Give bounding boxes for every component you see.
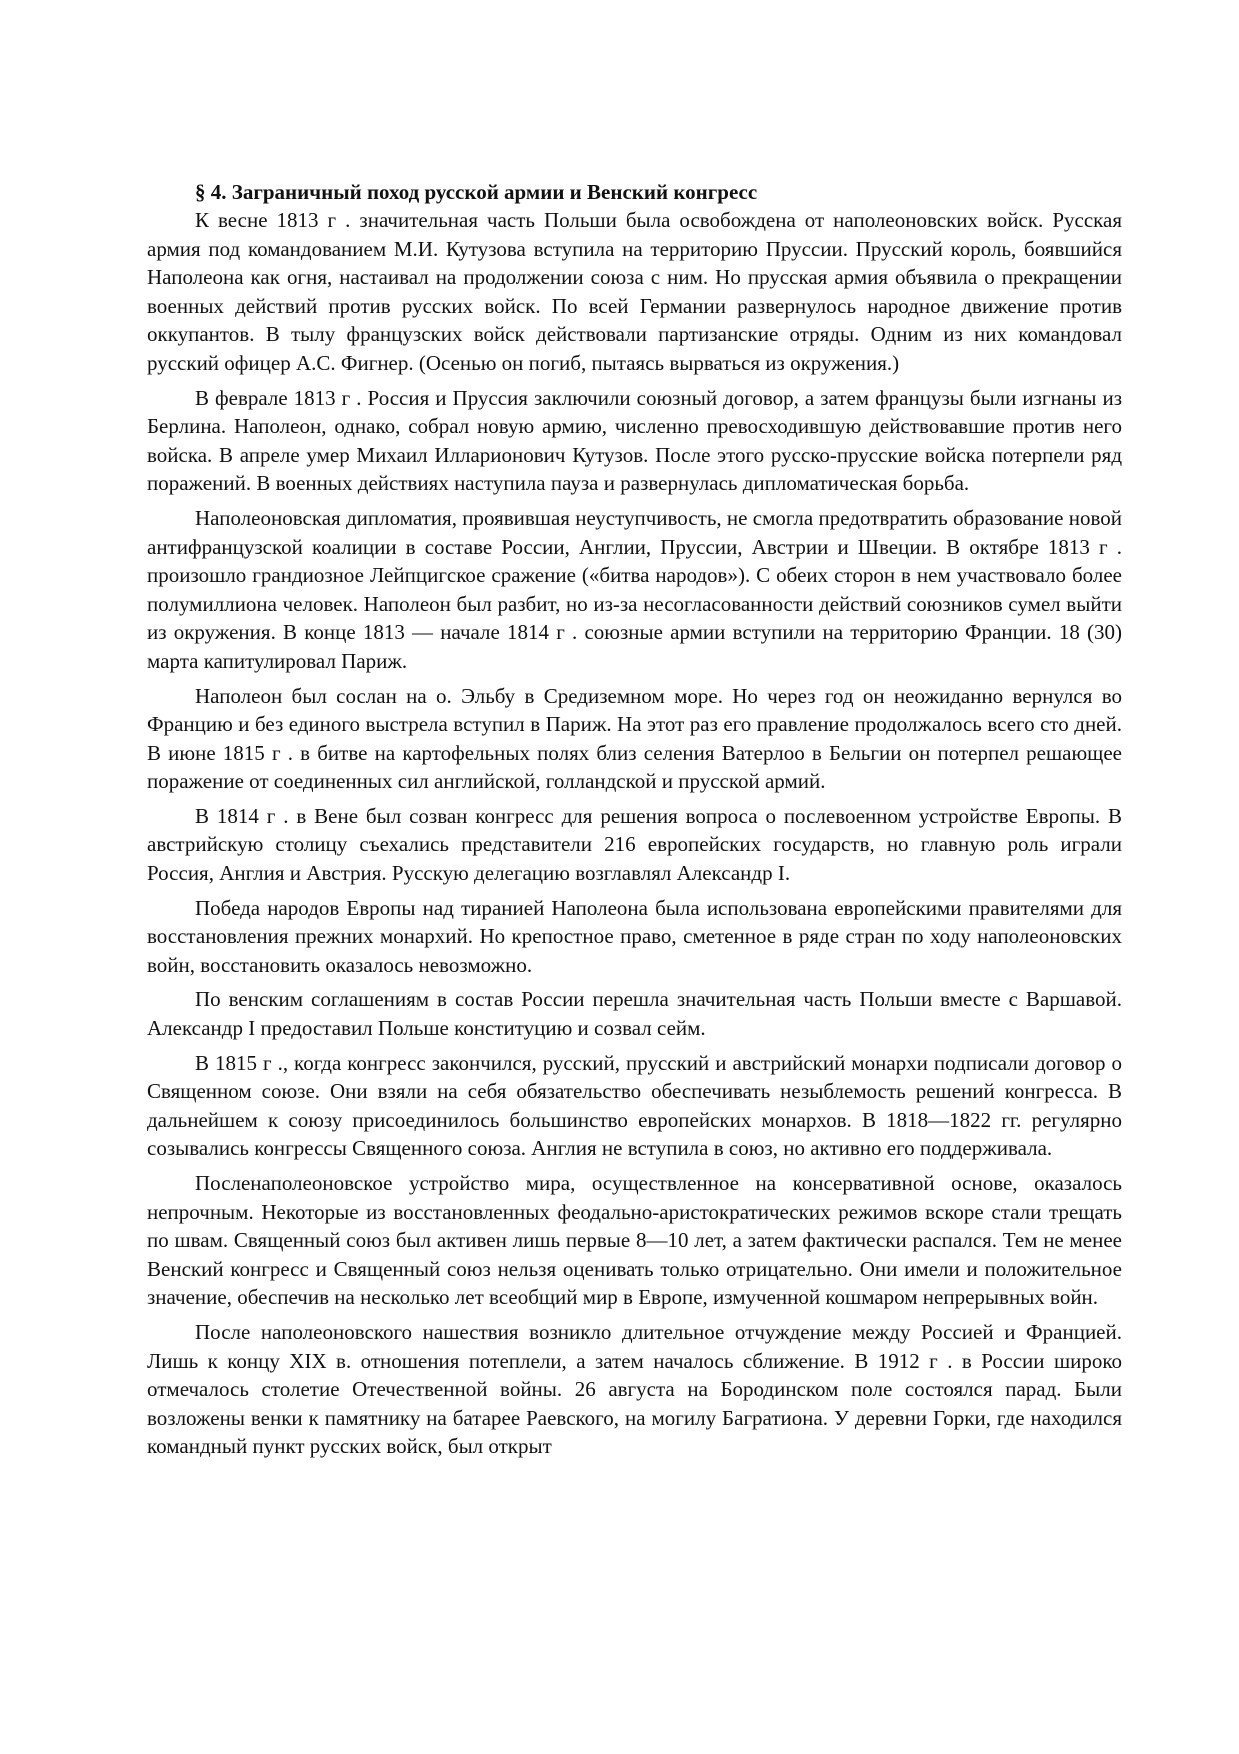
paragraph-6: Победа народов Европы над тиранией Наполеона была использована европейскими правителями для восстановления прежних монархий. Но крепостное право, сметенное в ряде стран по ходу наполеоновских войн, восстановить оказалось невозможно. — [147, 895, 1122, 977]
paragraph-5: В 1814 г . в Вене был созван конгресс для решения вопроса о послевоенном устройстве Европы. В австрийскую столицу съехались представители 216 европейских государств, но главную роль играли Россия, Англия и Австрия. Русскую делегацию возглавлял Александр I. — [147, 803, 1122, 886]
paragraph-10: После наполеоновского нашествия возникло длительное отчуждение между Россией и Францией. Лишь к концу XIX в. отношения потеплели, а затем началось сближение. В 1912 г . в России широко отмечалось столетие Отечественной войны. 26 августа на Бородинском поле состоялся парад. Были возложены венки к памятнику на батарее Раевского, на могилу Багратиона. У деревни Горки, где находился командный пункт русских войск, был открыт — [147, 1319, 1122, 1459]
document-page — [147, 178, 1122, 1461]
paragraph-9: Посленаполеоновское устройство мира, осуществленное на консервативной основе, оказалось непрочным. Некоторые из восстановленных феодально-аристократических режимов вскоре стали трещать по швам. Священный союз был активен лишь первые 8—10 лет, а затем фактически распался. Тем не менее Венский конгресс и Священный союз нельзя оценивать только отрицательно. Они имели и положительное значение, обеспечив на несколько лет всеобщий мир в Европе, измученной кошмаром непрерывных войн. — [147, 1171, 1122, 1310]
section-heading: § 4. Заграничный поход русской армии и Венский конгресс — [195, 180, 758, 204]
paragraph-4: Наполеон был сослан на о. Эльбу в Средиземном море. Но через год он неожиданно вернулся во Францию и без единого выстрела вступил в Париж. На этот раз его правление продолжалось всего сто дней. В июне 1815 г . в битве на картофельных полях близ селения Ватерлоо в Бельгии он потерпел решающее поражение от соединенных сил английской, голландской и прусской армий. — [147, 683, 1122, 794]
paragraph-1: К весне 1813 г . значительная часть Польши была освобождена от наполеоновских войск. Русская армия под командованием М.И. Кутузова вступила на территорию Пруссии. Прусский король, боявшийся Наполеона как огня, настаивал на продолжении союза с ним. Но прусская армия объявила о прекращении военных действий против русских войск. По всей Германии развернулось народное движение против оккупантов. В тылу французских войск действовали партизанские отряды. Одним из них командовал русский офицер А.С. Фигнер. (Осенью он погиб, пытаясь вырваться из окружения.) — [147, 208, 1122, 375]
paragraph-7: По венским соглашениям в состав России перешла значительная часть Польши вместе с Варшавой. Александр I предоставил Польше конституцию и созвал сейм. — [147, 987, 1122, 1041]
paragraph-2: В феврале 1813 г . Россия и Пруссия заключили союзный договор, а затем французы были изгнаны из Берлина. Наполеон, однако, собрал новую армию, численно превосходившую действовавшие против него войска. В апреле умер Михаил Илларионович Кутузов. После этого русско-прусские войска потерпели ряд поражений. В военных действиях наступила пауза и развернулась дипломатическая борьба. — [147, 385, 1122, 496]
paragraph-3: Наполеоновская дипломатия, проявившая неуступчивость, не смогла предотвратить образование новой антифранцузской коалиции в составе России, Англии, Пруссии, Австрии и Швеции. В октябре 1813 г . произошло грандиозное Лейпцигское сражение («битва народов»). С обеих сторон в нем участвовало более полумиллиона человек. Наполеон был разбит, но из-за несогласованности действий союзников сумел выйти из окружения. В конце 1813 — начале 1814 г . союзные армии вступили на территорию Франции. 18 (30) марта капитулировал Париж. — [147, 505, 1122, 673]
paragraph-8: В 1815 г ., когда конгресс закончился, русский, прусский и австрийский монархи подписали договор о Священном союзе. Они взяли на себя обязательство обеспечивать незыблемость решений конгресса. В дальнейшем к союзу присоединилось большинство европейских монархов. В 1818—1822 гг. регулярно созывались конгрессы Священного союза. Англия не вступила в союз, но активно его поддерживала. — [147, 1050, 1122, 1161]
